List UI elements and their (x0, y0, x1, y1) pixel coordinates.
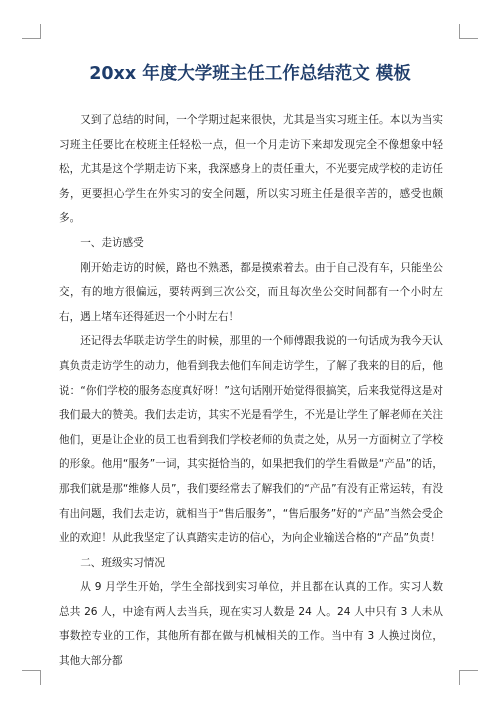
section-heading-visit: 一、走访感受 (80, 236, 144, 249)
crop-mark-top-left (22, 24, 41, 39)
document-title: 20xx 年度大学班主任工作总结范文 模板 (89, 64, 411, 84)
crop-mark-bottom-right (459, 670, 478, 685)
crop-mark-bottom-left (22, 670, 41, 685)
paragraph-visit-hualian: 还记得去华联走访学生的时候，那里的一个师傅跟我说的一句话成为我今天认真负责走访学生的动力，他看到我去他们车间走访学生，了解了我来的目的后，他说：“你们学校的服务态度真好呀！”这句话刚开始觉得很搞笑，后来我觉得这是对我们最大的赞美。我们去走访，其实不光是看学生，不光是让学生了解老师在关注他们，更是让企业的员工也看到我们学校老师的负责之处，从另一方面树立了学校的形象。他用“服务”一词，其实挺恰当的，如果把我们的学生看做是“产品”的话，那我们就是那“维修人员”，我们要经常去了解我们的“产品”有没有正常运转，有没有出问题，我们去走访，就相当于“售后服务”，“售后服务”好的“产品”当然会受企业的欢迎！从此我坚定了认真踏实走访的信心，为向企业输送合格的“产品”负责！ (59, 335, 443, 545)
paragraph-visit-start: 刚开始走访的时候，路也不熟悉，都是摸索着去。由于自己没有车，只能坐公交，有的地方很偏远，要转两到三次公交，而且每次坐公交时间都有一个小时左右，遇上堵车还得延迟一个小时左右！ (59, 261, 443, 323)
paragraph-class-status: 从 9 月学生开始，学生全部找到实习单位，并且都在认真的工作。实习人数总共 26 人，中途有两人去当兵，现在实习人数是 24 人。24 人中只有 3 人未从事数控专业的工作，其他所有都在做与机械相关的工作。当中有 3 人换过岗位，其他大部分都 (59, 581, 443, 668)
section-heading-class: 二、班级实习情况 (80, 556, 165, 569)
paragraph-intro: 又到了总结的时间，一个学期过起来很快，尤其是当实习班主任。本以为当实习班主任要比在校班主任轻松一点，但一个月走访下来却发现完全不像想象中轻松，尤其是这个学期走访下来，我深感身上的责任重大，不光要完成学校的走访任务，更要担心学生在外实习的安全问题，所以实习班主任是很辛苦的，感受也颇多。 (59, 114, 443, 225)
crop-mark-top-right (459, 24, 478, 39)
document-body (59, 108, 443, 674)
